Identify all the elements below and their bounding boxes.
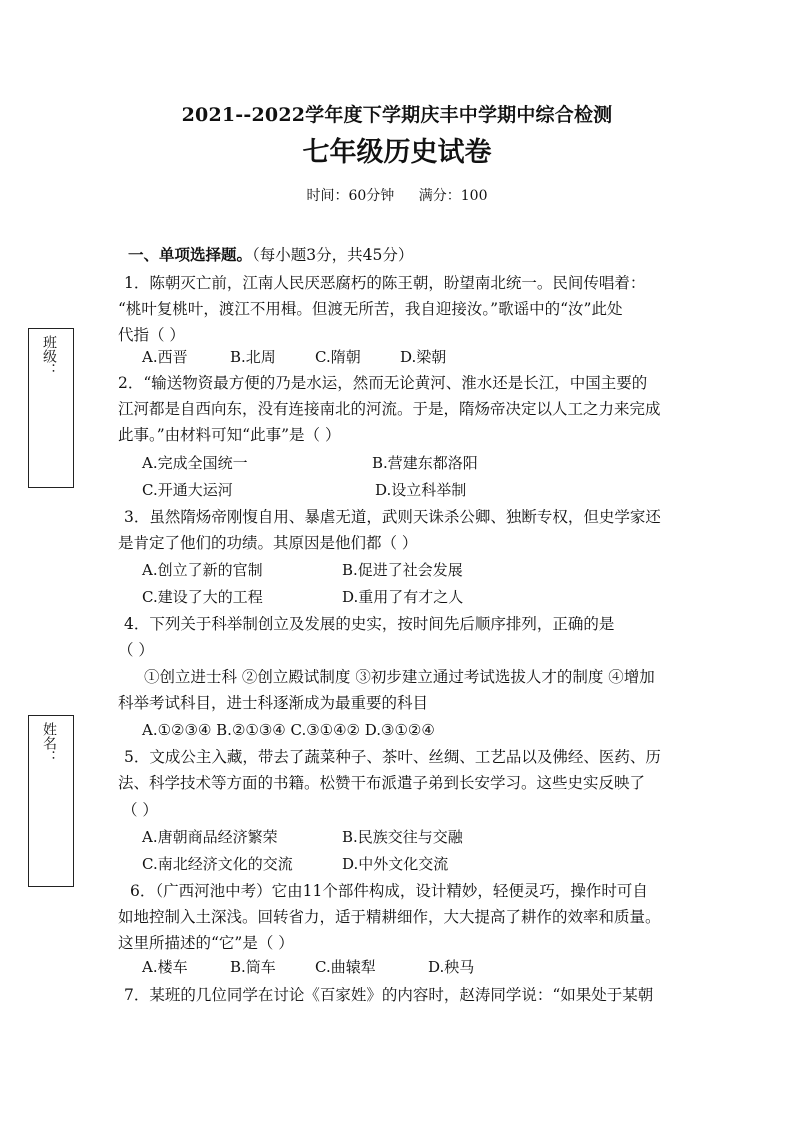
q1-line2: “桃叶复桃叶，渡江不用楫。但渡无所苦，我自迎接汝。”歌谣中的“汝”此处 bbox=[118, 300, 623, 318]
q6-option-a: A.楼车 bbox=[142, 958, 188, 976]
q6-line2: 如地控制入土深浅。回转省力，适于精耕细作，大大提高了耕作的效率和质量。 bbox=[118, 908, 661, 926]
q1-option-b: B.北周 bbox=[230, 348, 276, 366]
q1-line3: 代指（ ） bbox=[118, 326, 185, 344]
q3-option-d: D.重用了有才之人 bbox=[342, 588, 464, 606]
q4-line1: 4．下列关于科举制创立及发展的史实，按时间先后顺序排列，正确的是 bbox=[124, 615, 615, 633]
name-field-box bbox=[28, 715, 74, 887]
q2-option-b: B.营建东都洛阳 bbox=[372, 454, 478, 472]
q5-option-a: A.唐朝商品经济繁荣 bbox=[142, 828, 278, 846]
q6-option-b: B.筒车 bbox=[230, 958, 276, 976]
q1-option-a: A.西晋 bbox=[142, 348, 188, 366]
q2-line3: 此事。”由材料可知“此事”是（ ） bbox=[118, 426, 341, 444]
class-field-box bbox=[28, 328, 74, 488]
q7-line1: 7．某班的几位同学在讨论《百家姓》的内容时，赵涛同学说：“如果处于某朝 bbox=[124, 986, 654, 1004]
q5-line3: （ ） bbox=[122, 801, 158, 819]
exam-time: 时间：60分钟 bbox=[306, 188, 395, 204]
q3-line1: 3．虽然隋炀帝刚愎自用、暴虐无道，武则天诛杀公卿、独断专权，但史学家还 bbox=[124, 508, 661, 526]
q3-option-c: C.建设了大的工程 bbox=[142, 588, 263, 606]
exam-info bbox=[0, 185, 794, 205]
q4-line2: （ ） bbox=[118, 641, 154, 659]
q5-option-c: C.南北经济文化的交流 bbox=[142, 855, 293, 873]
q4-options: A.①②③④ B.②①③④ C.③①④② D.③①②④ bbox=[142, 721, 435, 739]
q5-line1: 5．文成公主入藏，带去了蔬菜种子、茶叶、丝绸、工艺品以及佛经、医药、历 bbox=[124, 748, 661, 766]
q1-line1: 1．陈朝灭亡前，江南人民厌恶腐朽的陈王朝，盼望南北统一。民间传唱着： bbox=[124, 274, 646, 292]
q2-line1: 2．“输送物资最方便的乃是水运，然而无论黄河、淮水还是长江，中国主要的 bbox=[118, 374, 648, 392]
exam-title: 2021--2022学年度下学期庆丰中学期中综合检测 bbox=[181, 104, 613, 126]
q3-line2: 是肯定了他们的功绩。其原因是他们都（ ） bbox=[118, 534, 418, 552]
q5-option-d: D.中外文化交流 bbox=[342, 855, 449, 873]
q3-option-b: B.促进了社会发展 bbox=[342, 561, 463, 579]
q2-option-a: A.完成全国统一 bbox=[142, 454, 248, 472]
q2-option-c: C.开通大运河 bbox=[142, 481, 233, 499]
section-heading: 一、单项选择题。（每小题3分，共45分） bbox=[128, 245, 414, 264]
q5-line2: 法、科学技术等方面的书籍。松赞干布派遣子弟到长安学习。这些史实反映了 bbox=[118, 774, 646, 792]
q6-option-c: C.曲辕犁 bbox=[315, 958, 376, 976]
q6-line3: 这里所描述的“它”是（ ） bbox=[118, 934, 294, 952]
q5-option-b: B.民族交往与交融 bbox=[342, 828, 463, 846]
q4-line4: 科举考试科目，进士科逐渐成为最重要的科目 bbox=[118, 694, 429, 712]
q1-option-c: C.隋朝 bbox=[315, 348, 361, 366]
q2-option-d: D.设立科举制 bbox=[375, 481, 467, 499]
exam-full-score: 满分：100 bbox=[418, 188, 488, 204]
q4-line3: ①创立进士科 ②创立殿试制度 ③初步建立通过考试选拔人才的制度 ④增加 bbox=[144, 668, 655, 686]
q6-line1: 6．（广西河池中考）它由11个部件构成，设计精妙，轻便灵巧，操作时可自 bbox=[130, 882, 648, 900]
paper-title: 七年级历史试卷 bbox=[302, 137, 492, 168]
class-label: 班级： bbox=[41, 335, 57, 377]
q3-option-a: A.创立了新的官制 bbox=[142, 561, 263, 579]
q1-option-d: D.梁朝 bbox=[400, 348, 447, 366]
q6-option-d: D.秧马 bbox=[428, 958, 475, 976]
name-label: 姓名： bbox=[41, 722, 57, 764]
q2-line2: 江河都是自西向东，没有连接南北的河流。于是，隋炀帝决定以人工之力来完成 bbox=[118, 400, 661, 418]
